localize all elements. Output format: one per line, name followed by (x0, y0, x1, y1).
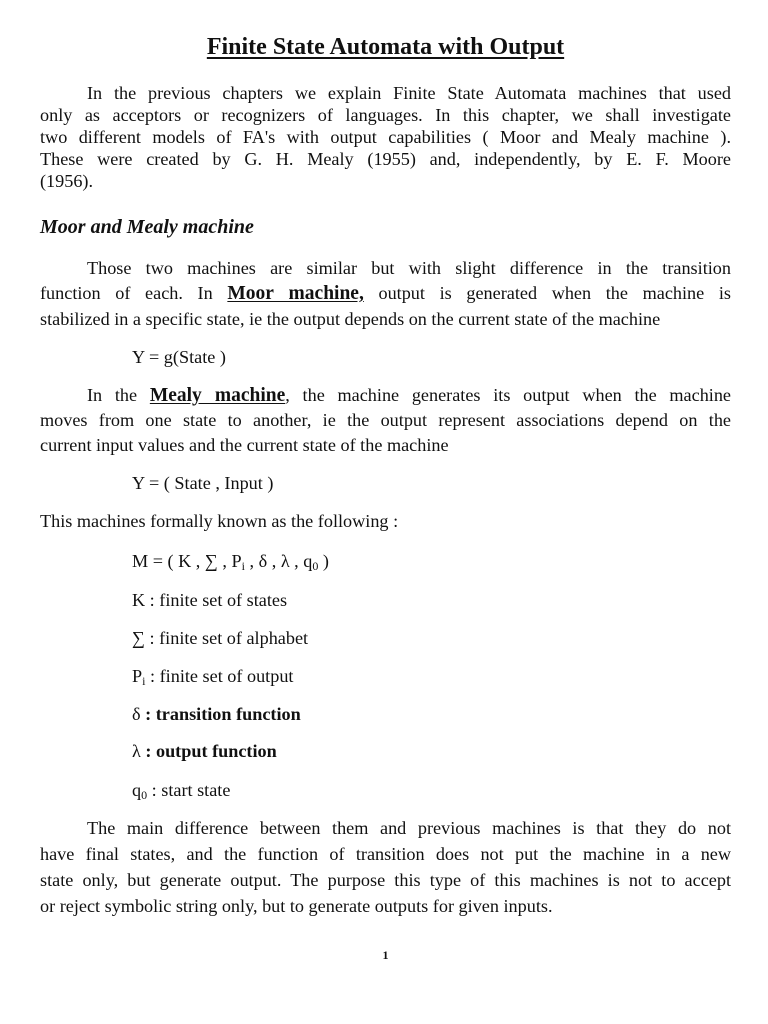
tuple-definition (132, 550, 768, 577)
tuple-suffix: ) (318, 551, 329, 571)
definition-q0 (132, 779, 768, 806)
intro-line-3: two different models of FA's with output capabilities ( Moor and Mealy machine ). (40, 127, 731, 147)
intro-line-5: (1956). (40, 171, 94, 191)
definition-delta-rest: : transition function (140, 704, 301, 724)
page-number: 1 (382, 948, 389, 962)
document-page (40, 0, 731, 1024)
mealy-line-2: moves from one state to another, ie the output represent associations depend on the (40, 410, 731, 430)
definition-lambda (132, 740, 768, 762)
intro-line-2: only as acceptors or recognizers of languages. In this chapter, we shall investigate (40, 105, 731, 125)
definition-lambda-rest: : output function (140, 741, 277, 761)
mealy-line-1-after: , the machine generates its output when the machine (285, 385, 732, 405)
definition-p (132, 665, 768, 692)
moor-line-2 (40, 282, 731, 305)
intro-line-4: These were created by G. H. Mealy (1955) and, independently, by E. F. Moore (40, 149, 731, 169)
conclusion-line-1: The main difference between them and previous machines is that they do not (87, 818, 731, 838)
conclusion-line-2: have final states, and the function of transition does not put the machine in a new (40, 844, 731, 864)
moor-line-2-after: output is generated when the machine is (363, 283, 731, 303)
definition-sigma: ∑ : finite set of alphabet (132, 628, 309, 648)
mealy-line-1 (87, 384, 731, 407)
definition-q-main: q (132, 780, 142, 800)
definition-q-subscript: 0 (141, 788, 148, 802)
mealy-formula: Y = ( State , Input ) (132, 473, 274, 493)
moor-line-1: Those two machines are similar but with slight difference in the transition (87, 258, 731, 278)
definition-q-rest: : start state (147, 780, 231, 800)
conclusion-line-4: or reject symbolic string only, but to generate outputs for given inputs. (40, 896, 553, 916)
conclusion-line-3: state only, but generate output. The purpose this type of this machines is not to accept (40, 870, 731, 890)
tuple-middle: , δ , λ , q (244, 551, 313, 571)
moor-line-2-before: function of each. In (40, 283, 228, 303)
definition-p-rest: : finite set of output (145, 666, 294, 686)
definition-lambda-symbol: λ (132, 741, 141, 761)
definition-k: K : finite set of states (132, 590, 288, 610)
mealy-machine-term: Mealy machine (149, 385, 286, 406)
mealy-line-3: current input values and the current state of the machine (40, 435, 449, 455)
moor-line-3: stabilized in a specific state, ie the output depends on the current state of the machine (40, 309, 661, 329)
page-title: Finite State Automata with Output (206, 34, 565, 60)
tuple-q-subscript: 0 (312, 559, 319, 573)
formal-intro: This machines formally known as the following : (40, 511, 399, 531)
definition-delta-symbol: δ (132, 704, 141, 724)
definition-p-subscript: i (142, 674, 146, 688)
moor-formula: Y = g(State ) (132, 347, 226, 367)
tuple-prefix: M = ( K , ∑ , P (132, 551, 242, 571)
section-heading: Moor and Mealy machine (40, 216, 254, 238)
definition-delta (132, 703, 768, 725)
definition-p-main: P (132, 666, 143, 686)
mealy-line-1-before: In the (87, 385, 150, 405)
intro-line-1: In the previous chapters we explain Finite State Automata machines that used (87, 83, 731, 103)
moor-machine-term: Moor machine, (227, 283, 364, 304)
tuple-p-subscript: i (241, 559, 245, 573)
